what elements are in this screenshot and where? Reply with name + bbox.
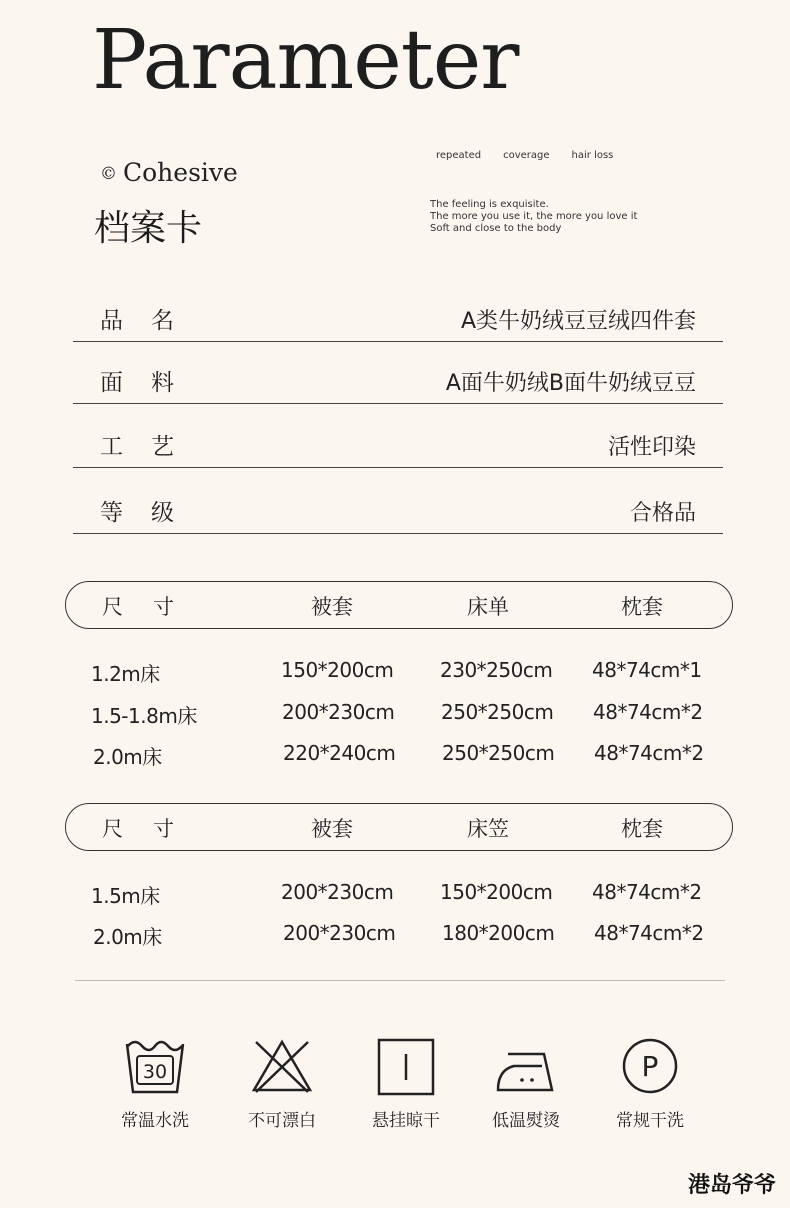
- header-size: 尺寸: [102, 595, 204, 619]
- size-table-header-2: [65, 803, 733, 851]
- info-row-grade: [73, 477, 723, 534]
- table-cell: 48*74cm*2: [594, 921, 704, 945]
- table-cell: 1.5-1.8m床: [91, 704, 197, 728]
- care-item-dry-clean: [595, 1036, 705, 1131]
- tag-item: coverage: [503, 150, 550, 161]
- table-cell: 1.2m床: [91, 662, 160, 686]
- card-title: 档案卡: [94, 208, 203, 249]
- info-row-fabric: [73, 347, 723, 404]
- table-cell: 250*250cm: [442, 741, 555, 765]
- watermark: 港岛爷爷: [687, 1172, 776, 1198]
- care-label: 常温水洗: [121, 1111, 189, 1131]
- care-label: 悬挂晾干: [372, 1111, 440, 1131]
- info-label: 等级: [100, 500, 202, 526]
- table-row: [0, 739, 790, 769]
- size-table-header-1: [65, 581, 733, 629]
- brand: [100, 158, 238, 187]
- table-cell: 1.5m床: [91, 884, 160, 908]
- care-label: 常规干洗: [616, 1111, 684, 1131]
- header-pillow: 枕套: [621, 595, 663, 619]
- tagline-line: Soft and close to the body: [430, 223, 562, 234]
- tag-item: repeated: [436, 150, 482, 161]
- table-cell: 2.0m床: [93, 745, 162, 769]
- header-size: 尺寸: [102, 817, 204, 841]
- header-duvet: 被套: [311, 817, 353, 841]
- table-cell: 150*200cm: [281, 658, 394, 682]
- info-label: 品名: [100, 308, 202, 334]
- header-duvet: 被套: [311, 595, 353, 619]
- header-fitted-sheet: 床笠: [467, 817, 509, 841]
- table-cell: 2.0m床: [93, 925, 162, 949]
- info-row-name: [73, 285, 723, 342]
- header-sheet: 床单: [467, 595, 509, 619]
- table-row: [0, 698, 790, 728]
- table-row: [0, 878, 790, 908]
- care-item-wash: [100, 1036, 210, 1131]
- divider: [75, 980, 725, 981]
- tagline-line: The more you use it, the more you love it: [430, 211, 638, 222]
- care-item-hang-dry: [351, 1036, 461, 1131]
- table-cell: 250*250cm: [441, 700, 554, 724]
- table-cell: 48*74cm*2: [593, 700, 703, 724]
- tagline: [430, 199, 637, 235]
- dry-clean-p-icon: [618, 1036, 682, 1096]
- header-pillow: 枕套: [621, 817, 663, 841]
- tag-list: [436, 150, 635, 161]
- info-value: 活性印染: [607, 435, 696, 460]
- no-bleach-icon: [250, 1036, 314, 1096]
- hang-dry-icon: [374, 1036, 438, 1096]
- table-cell: 180*200cm: [442, 921, 555, 945]
- info-value: A类牛奶绒豆豆绒四件套: [460, 309, 696, 334]
- table-cell: 48*74cm*2: [594, 741, 704, 765]
- tag-item: hair loss: [571, 150, 614, 161]
- info-row-craft: [73, 411, 723, 468]
- info-label: 工艺: [100, 434, 202, 460]
- tagline-line: The feeling is exquisite.: [430, 199, 549, 210]
- table-cell: 48*74cm*1: [592, 658, 702, 682]
- table-cell: 200*230cm: [283, 921, 396, 945]
- care-label: 低温熨烫: [492, 1111, 560, 1131]
- care-label: 不可漂白: [248, 1111, 316, 1131]
- low-iron-icon: [494, 1036, 558, 1096]
- table-cell: 230*250cm: [440, 658, 553, 682]
- care-item-no-bleach: [227, 1036, 337, 1131]
- table-row: [0, 919, 790, 949]
- table-row: [0, 656, 790, 686]
- info-value: A面牛奶绒B面牛奶绒豆豆: [445, 371, 696, 396]
- info-label: 面料: [100, 370, 202, 396]
- brand-name: Cohesive: [123, 158, 238, 187]
- table-cell: 220*240cm: [283, 741, 396, 765]
- table-cell: 48*74cm*2: [592, 880, 702, 904]
- table-cell: 200*230cm: [281, 880, 394, 904]
- page-title: Parameter: [92, 13, 519, 108]
- care-item-iron: [471, 1036, 581, 1131]
- info-value: 合格品: [629, 501, 696, 526]
- table-cell: 150*200cm: [440, 880, 553, 904]
- dry-clean-letter: P: [641, 1050, 659, 1083]
- wash-temp: 30: [142, 1061, 168, 1083]
- copyright-symbol: ©: [100, 164, 117, 184]
- wash-30-icon: [123, 1036, 187, 1096]
- table-cell: 200*230cm: [282, 700, 395, 724]
